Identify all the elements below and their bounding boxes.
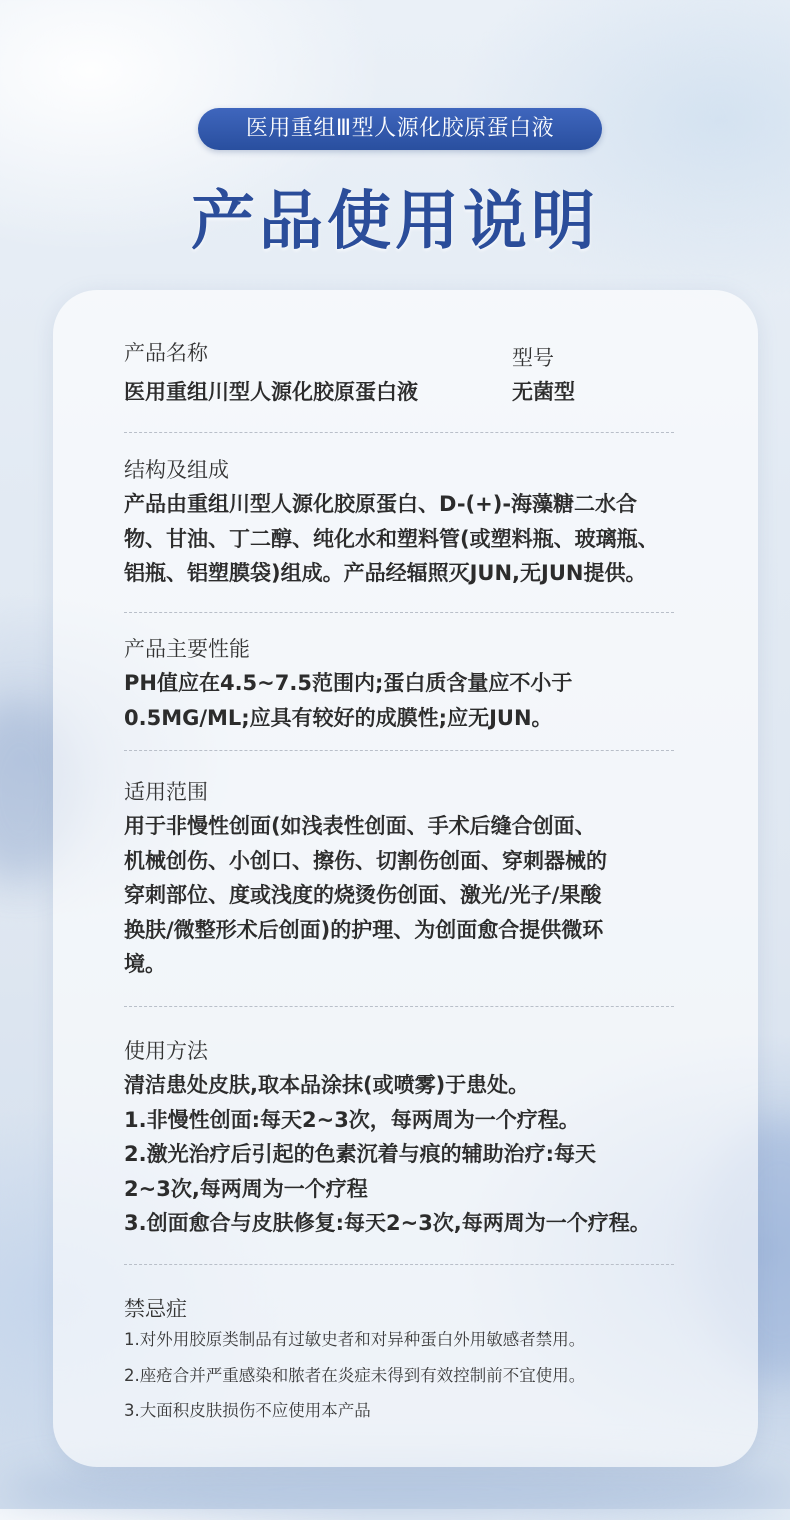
section-label: 使用方法 [124,1039,208,1063]
body-line: 清洁患处皮肤,取本品涂抹(或喷雾)于患处。 [124,1073,530,1097]
section-divider [124,1264,674,1265]
body-line: 3.创面愈合与皮肤修复:每天2~3次,每两周为一个疗程。 [124,1211,651,1235]
body-line: 机械创伤、小创口、擦伤、切割伤创面、穿刺器械的 [124,848,607,873]
section-body [124,1068,714,1241]
section-body [124,809,714,982]
section-divider [124,750,674,751]
background-blur [0,1460,790,1520]
section-body [124,666,714,735]
product-badge: 医用重组Ⅲ型人源化胶原蛋白液 [198,108,602,150]
page-title: 产品使用说明 [191,184,599,259]
body-line: 用于非慢性创面(如浅表性创面、手术后缝合创面、 [124,814,596,838]
contraindication-item: 2.座疮合并严重感染和脓者在炎症未得到有效控制前不宜使用。 [124,1366,586,1385]
contraindication-item: 3.大面积皮肤损伤不应使用本产品 [124,1401,371,1420]
body-line: 物、甘油、丁二醇、纯化水和塑料管(或塑料瓶、玻璃瓶、 [124,526,659,551]
body-line: 境。 [124,952,166,976]
body-line: 2~3次,每两周为一个疗程 [124,1176,368,1201]
contraindication-item: 1.对外用胶原类制品有过敏史者和对异种蛋白外用敏感者禁用。 [124,1330,586,1349]
model-label: 型号 [512,346,554,370]
body-line: 2.激光治疗后引起的色素沉着与痕的辅助治疗:每天 [124,1142,596,1166]
body-line: 1.非慢性创面:每天2~3次，每两周为一个疗程。 [124,1107,580,1132]
body-line: 产品由重组川型人源化胶原蛋白、D-(+)-海藻糖二水合 [124,492,638,516]
body-line: 穿刺部位、度或浅度的烧烫伤创面、激光/光子/果酸 [124,883,602,907]
section-divider [124,612,674,613]
contraindications-label: 禁忌症 [124,1297,187,1321]
section-label: 适用范围 [124,780,208,804]
section-divider [124,1006,674,1007]
body-line: 0.5MG/ML;应具有较好的成膜性;应无JUN。 [124,705,553,730]
section-divider [124,432,674,433]
product-name-value: 医用重组川型人源化胶原蛋白液 [124,380,418,404]
body-line: 换肤/微整形术后创面)的护理、为创面愈合提供微环 [124,917,604,942]
section-label: 产品主要性能 [124,637,250,661]
scope-section [124,777,714,982]
body-line: PH值应在4.5~7.5范围内;蛋白质含量应不小于 [124,671,573,695]
section-body [124,487,714,591]
model-value: 无菌型 [512,380,575,404]
body-line: 铝瓶、铝塑膜袋)组成。产品经辐照灭JUN,无JUN提供。 [124,561,647,585]
section-label: 结构及组成 [124,458,229,482]
product-name-label: 产品名称 [124,341,208,365]
performance-section [124,634,714,735]
structure-section [124,455,714,591]
usage-section [124,1036,714,1241]
